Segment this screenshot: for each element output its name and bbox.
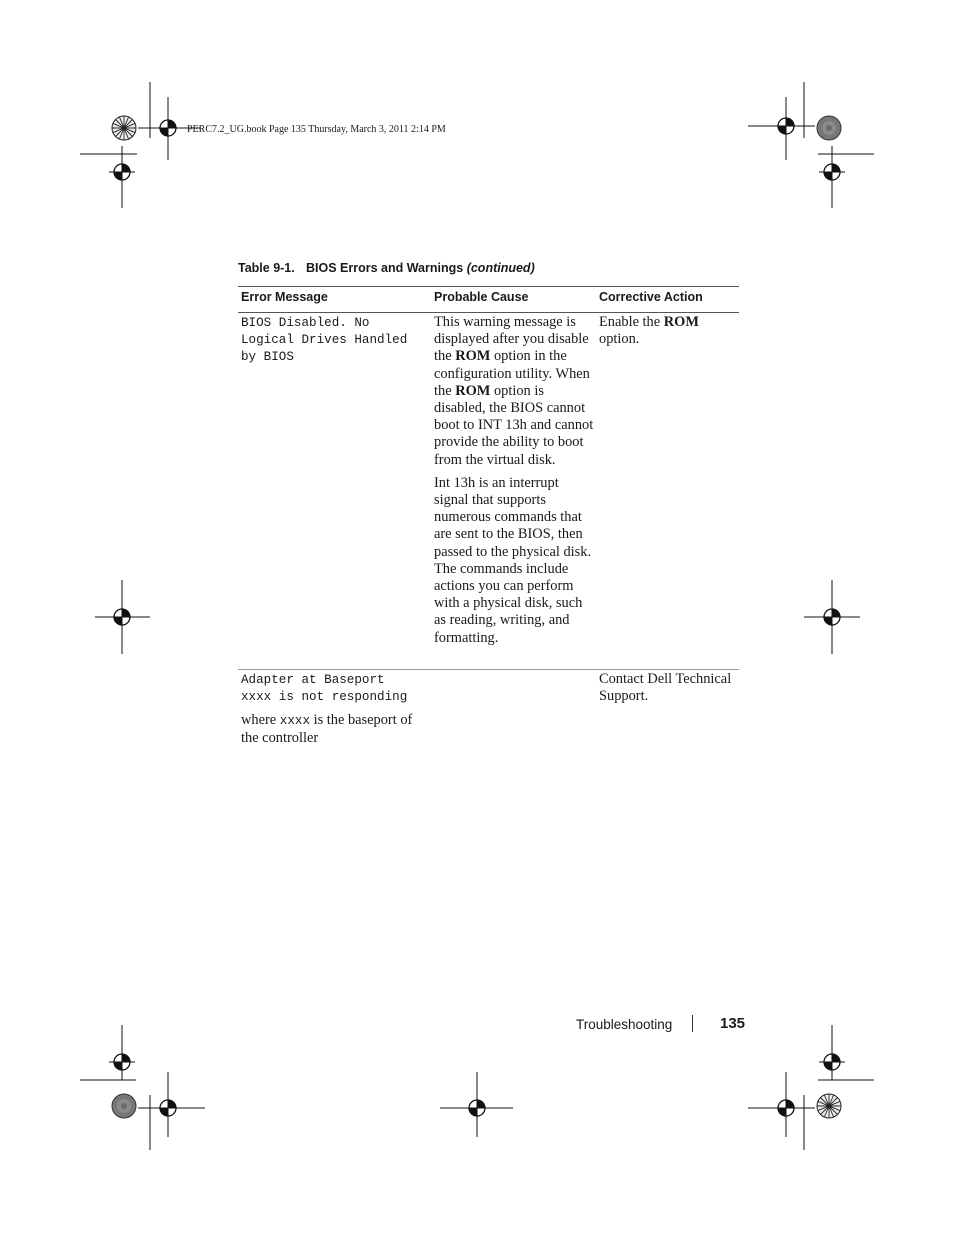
page-number: 135 (720, 1015, 746, 1032)
footer-separator (692, 1015, 693, 1032)
header-probable-cause: Probable Cause (434, 290, 529, 304)
table-continued-note: (continued) (466, 261, 535, 275)
row-divider (238, 669, 739, 670)
table-top-rule (238, 286, 739, 287)
header-error-message: Error Message (241, 290, 328, 304)
table-row-1-error-message: BIOS Disabled. No Logical Drives Handled by BIOS (241, 316, 408, 365)
table-row-1-corrective-action: Enable the ROM option. (599, 314, 699, 348)
table-row-2-corrective-action: Contact Dell Technical Support. (599, 671, 732, 705)
cause-paragraph-1: This warning message is displayed after you disable the ROM option in the configuration utility. When the ROM option is disabled, the BIOS cannot boot to INT 13h and cannot provide the ability to boot from the virtual disk. (434, 314, 594, 468)
table-number: Table 9-1. (238, 261, 295, 275)
table-caption (238, 261, 535, 275)
table-row-2-error-message: Adapter at Baseport xxxx is not responding (241, 673, 408, 705)
print-slug-line: PERC7.2_UG.book Page 135 Thursday, March 3, 2011 2:14 PM (187, 124, 446, 135)
header-corrective-action: Corrective Action (599, 290, 703, 304)
header-rule (238, 312, 739, 313)
footer-section-name: Troubleshooting (576, 1017, 673, 1032)
cause-paragraph-2: Int 13h is an interrupt signal that supports numerous commands that are sent to the BIOS, then passed to the physical disk. The commands include actions you can perform with a physical disk, such as reading, writing, and formatting. (434, 474, 592, 646)
table-title: BIOS Errors and Warnings (306, 261, 464, 275)
table-row-1-probable-cause (434, 314, 594, 647)
table-row-2-note: where xxxx is the baseport of the controller (241, 712, 413, 747)
